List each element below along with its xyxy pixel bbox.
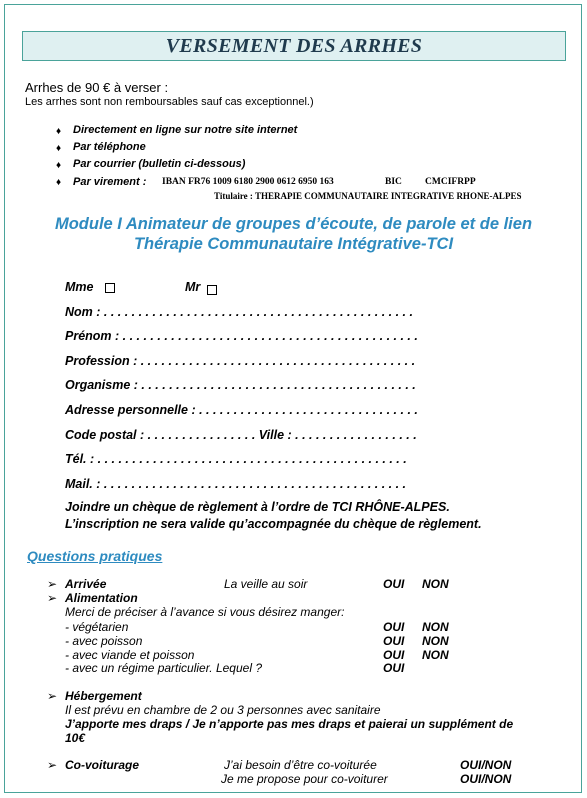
- field-tel[interactable]: Tél. : . . . . . . . . . . . . . . . . . . . . . . . . . . . . . . . . . . . . . . . . . . . . .: [65, 452, 407, 466]
- payment-phone: Par téléphone: [73, 141, 146, 153]
- viande-poisson-oui[interactable]: OUI: [383, 648, 405, 662]
- option-regime: - avec un régime particulier. Lequel ?: [65, 661, 262, 675]
- arrhes-amount: Arrhes de 90 € à verser :: [25, 80, 169, 95]
- cheque-instruction: Joindre un chèque de règlement à l’ordre de TCI RHÔNE-ALPES.: [65, 500, 450, 514]
- field-mail[interactable]: Mail. : . . . . . . . . . . . . . . . . . . . . . . . . . . . . . . . . . . . . . . . . . . . .: [65, 477, 407, 491]
- arrivee-oui[interactable]: OUI: [383, 577, 405, 591]
- payment-online: Directement en ligne sur notre site internet: [73, 124, 298, 136]
- mr-checkbox[interactable]: [207, 285, 217, 295]
- covoiturage-propose: Je me propose pour co-voiturer: [221, 772, 388, 786]
- field-prenom[interactable]: Prénom : . . . . . . . . . . . . . . . . . . . . . . . . . . . . . . . . . . . . . . . . . . .: [65, 329, 418, 343]
- option-viande-poisson: - avec viande et poisson: [65, 648, 195, 662]
- alimentation-label: Alimentation: [65, 591, 138, 605]
- questions-title: Questions pratiques: [27, 548, 163, 564]
- bank-iban: IBAN FR76 1009 6180 2900 0612 6950 163: [162, 177, 334, 187]
- vegetarien-oui[interactable]: OUI: [383, 620, 405, 634]
- bullet-icon: ♦: [56, 160, 62, 171]
- module-subtitle: Thérapie Communautaire Intégrative-TCI: [133, 235, 454, 253]
- payment-mail: Par courrier (bulletin ci-dessous): [73, 158, 246, 170]
- field-profession[interactable]: Profession : . . . . . . . . . . . . . . . . . . . . . . . . . . . . . . . . . . . . . . . .: [65, 354, 416, 368]
- option-poisson: - avec poisson: [65, 634, 143, 648]
- bank-titulaire: Titulaire : THERAPIE COMMUNAUTAIRE INTEGRATIVE RHONE-ALPES: [214, 191, 522, 201]
- field-adresse[interactable]: Adresse personnelle : . . . . . . . . . . . . . . . . . . . . . . . . . . . . . . . .: [65, 403, 418, 417]
- poisson-non[interactable]: NON: [422, 634, 449, 648]
- arrow-icon: ➢: [47, 591, 58, 605]
- bank-bic-label: BIC: [385, 177, 402, 187]
- page-title: VERSEMENT DES ARRHES: [165, 35, 423, 57]
- field-nom[interactable]: Nom : . . . . . . . . . . . . . . . . . . . . . . . . . . . . . . . . . . . . . . . . . . . . .: [65, 305, 413, 319]
- hebergement-choice[interactable]: J’apporte mes draps / Je n’apporte pas mes draps et paierai un supplément de: [65, 717, 514, 731]
- poisson-oui[interactable]: OUI: [383, 634, 405, 648]
- payment-transfer: Par virement :: [73, 176, 147, 188]
- mme-checkbox[interactable]: [105, 283, 115, 293]
- arrow-icon: ➢: [47, 577, 58, 591]
- mr-label: Mr: [185, 280, 201, 294]
- arrivee-text: La veille au soir: [224, 577, 308, 591]
- bullet-icon: ♦: [56, 143, 62, 154]
- field-code-postal-ville[interactable]: Code postal : . . . . . . . . . . . . . . . . Ville : . . . . . . . . . . . . . . . . . .: [65, 428, 417, 442]
- field-organisme[interactable]: Organisme : . . . . . . . . . . . . . . . . . . . . . . . . . . . . . . . . . . . . . . . .: [65, 378, 416, 392]
- arrow-icon: ➢: [47, 689, 58, 703]
- regime-oui[interactable]: OUI: [383, 661, 405, 675]
- mme-label: Mme: [65, 280, 94, 294]
- arrhes-note: Les arrhes sont non remboursables sauf cas exceptionnel.): [25, 96, 314, 108]
- covoiturage-besoin-answer[interactable]: OUI/NON: [460, 758, 512, 772]
- bank-bic-value: CMCIFRPP: [425, 177, 476, 187]
- covoiturage-propose-answer[interactable]: OUI/NON: [460, 772, 512, 786]
- vegetarien-non[interactable]: NON: [422, 620, 449, 634]
- hebergement-label: Hébergement: [65, 689, 142, 703]
- covoiturage-label: Co-voiturage: [65, 758, 140, 772]
- bullet-icon: ♦: [56, 126, 62, 137]
- viande-poisson-non[interactable]: NON: [422, 648, 449, 662]
- arrivee-label: Arrivée: [65, 577, 107, 591]
- cheque-validity: L’inscription ne sera valide qu’accompagnée du chèque de règlement.: [65, 517, 482, 531]
- option-vegetarien: - végétarien: [65, 620, 129, 634]
- arrow-icon: ➢: [47, 758, 58, 772]
- hebergement-supplement: 10€: [65, 731, 86, 745]
- module-title: Module I Animateur de groupes d’écoute, de parole et de lien: [54, 215, 533, 233]
- arrivee-non[interactable]: NON: [422, 577, 449, 591]
- hebergement-text: Il est prévu en chambre de 2 ou 3 personnes avec sanitaire: [65, 703, 381, 717]
- alimentation-intro: Merci de préciser à l’avance si vous désirez manger:: [65, 605, 345, 619]
- title-banner: [22, 31, 566, 61]
- covoiturage-besoin: J’ai besoin d’être co-voiturée: [224, 758, 377, 772]
- bullet-icon: ♦: [56, 177, 62, 188]
